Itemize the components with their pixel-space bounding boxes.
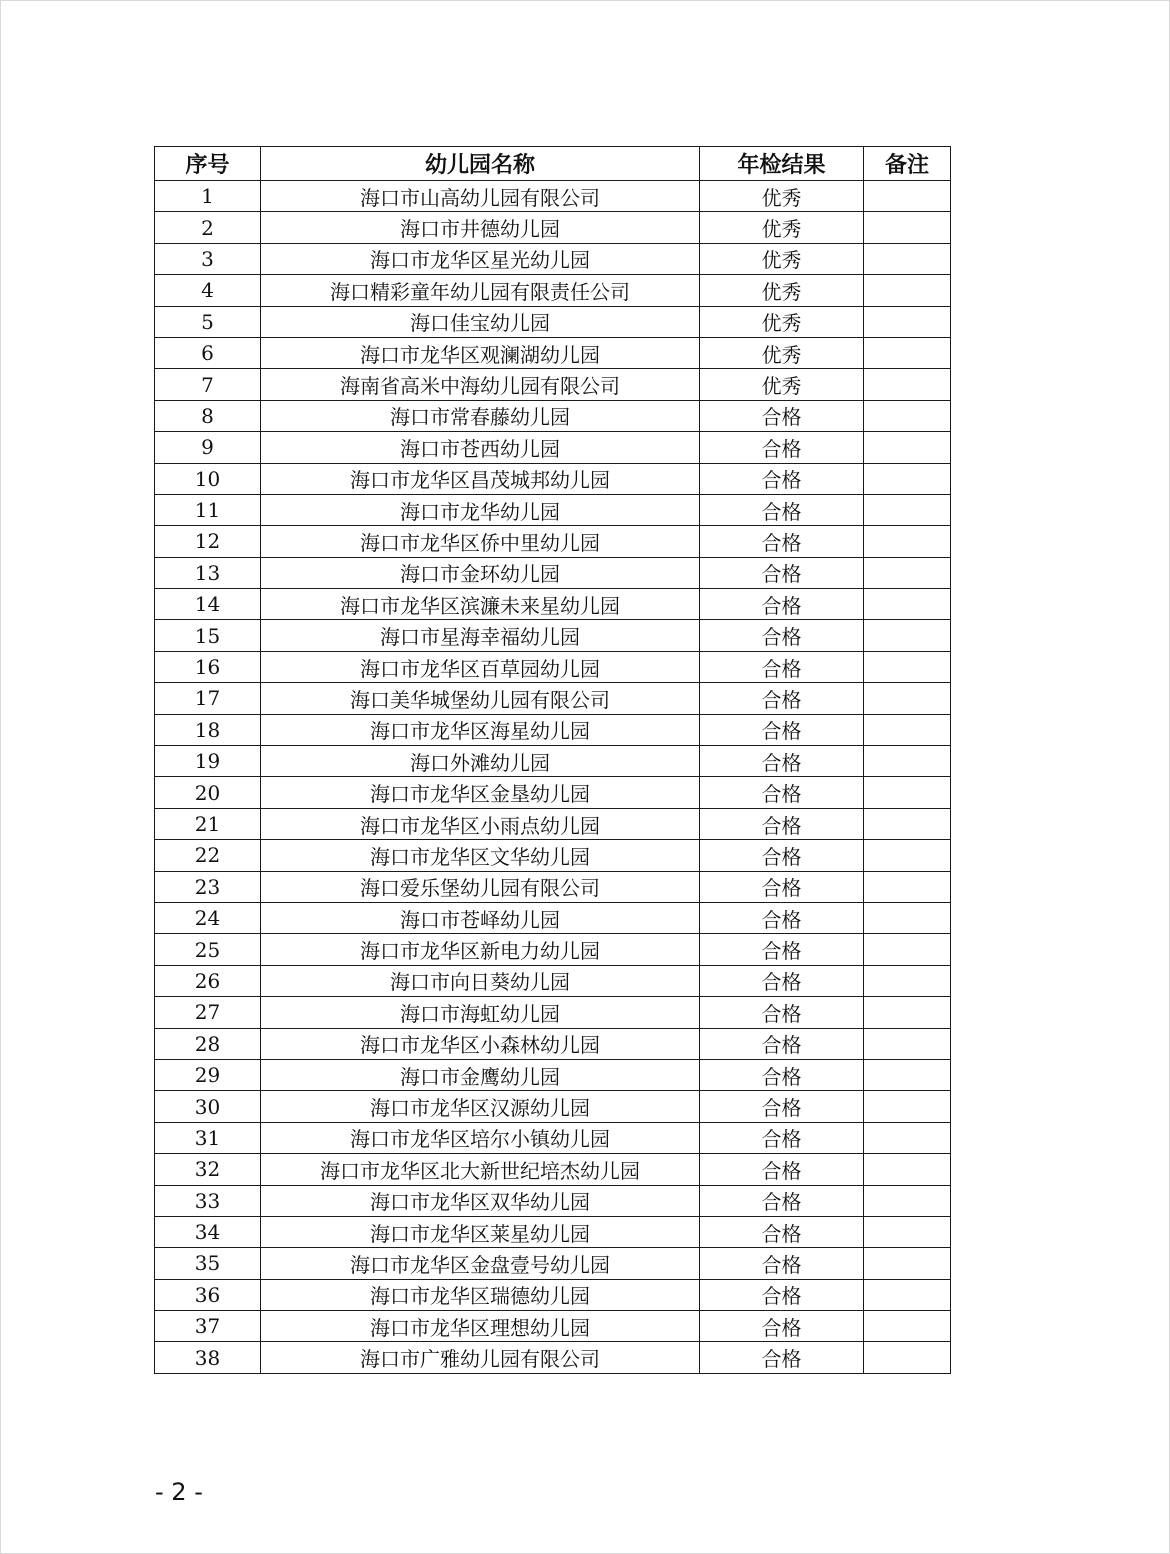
- cell-inspection-result: 合格: [700, 620, 864, 651]
- cell-kindergarten-name: 海口市金鹰幼儿园: [261, 1059, 700, 1090]
- cell-inspection-result: 合格: [700, 840, 864, 871]
- table-row: [155, 1185, 951, 1216]
- cell-serial-number: 26: [155, 965, 261, 996]
- cell-inspection-result: 优秀: [700, 306, 864, 337]
- cell-remarks: [864, 746, 951, 777]
- cell-inspection-result: 合格: [700, 494, 864, 525]
- cell-inspection-result: 合格: [700, 1059, 864, 1090]
- table-row: [155, 1091, 951, 1122]
- table-row: [155, 1028, 951, 1059]
- cell-remarks: [864, 1122, 951, 1153]
- cell-remarks: [864, 840, 951, 871]
- cell-remarks: [864, 1185, 951, 1216]
- cell-remarks: [864, 1028, 951, 1059]
- cell-kindergarten-name: 海口市龙华区新电力幼儿园: [261, 934, 700, 965]
- cell-serial-number: 31: [155, 1122, 261, 1153]
- cell-kindergarten-name: 海口市海虹幼儿园: [261, 997, 700, 1028]
- table-row: [155, 589, 951, 620]
- cell-inspection-result: 合格: [700, 1311, 864, 1342]
- cell-kindergarten-name: 海南省高米中海幼儿园有限公司: [261, 369, 700, 400]
- cell-kindergarten-name: 海口爱乐堡幼儿园有限公司: [261, 871, 700, 902]
- cell-kindergarten-name: 海口市龙华区汉源幼儿园: [261, 1091, 700, 1122]
- cell-remarks: [864, 526, 951, 557]
- cell-kindergarten-name: 海口市向日葵幼儿园: [261, 965, 700, 996]
- cell-inspection-result: 合格: [700, 1185, 864, 1216]
- cell-inspection-result: 合格: [700, 808, 864, 839]
- cell-remarks: [864, 243, 951, 274]
- cell-serial-number: 9: [155, 432, 261, 463]
- cell-inspection-result: 合格: [700, 997, 864, 1028]
- cell-remarks: [864, 337, 951, 368]
- cell-remarks: [864, 934, 951, 965]
- cell-serial-number: 29: [155, 1059, 261, 1090]
- cell-inspection-result: 合格: [700, 526, 864, 557]
- cell-inspection-result: 合格: [700, 1248, 864, 1279]
- cell-remarks: [864, 1091, 951, 1122]
- cell-inspection-result: 优秀: [700, 243, 864, 274]
- table-row: [155, 1122, 951, 1153]
- table-row: [155, 620, 951, 651]
- table-body: [155, 181, 951, 1374]
- table-row: [155, 777, 951, 808]
- table-row: [155, 1216, 951, 1247]
- page-number: - 2 -: [155, 1478, 203, 1506]
- table-row: [155, 1279, 951, 1310]
- cell-remarks: [864, 494, 951, 525]
- cell-serial-number: 35: [155, 1248, 261, 1279]
- table-row: [155, 651, 951, 682]
- cell-remarks: [864, 212, 951, 243]
- cell-serial-number: 18: [155, 714, 261, 745]
- cell-kindergarten-name: 海口市龙华区金盘壹号幼儿园: [261, 1248, 700, 1279]
- cell-kindergarten-name: 海口市龙华区百草园幼儿园: [261, 651, 700, 682]
- table-row: [155, 494, 951, 525]
- table-row: [155, 400, 951, 431]
- cell-inspection-result: 合格: [700, 934, 864, 965]
- cell-kindergarten-name: 海口市龙华区双华幼儿园: [261, 1185, 700, 1216]
- table-row: [155, 1059, 951, 1090]
- table-row: [155, 840, 951, 871]
- cell-inspection-result: 合格: [700, 871, 864, 902]
- cell-serial-number: 2: [155, 212, 261, 243]
- cell-kindergarten-name: 海口市龙华区小雨点幼儿园: [261, 808, 700, 839]
- cell-remarks: [864, 1248, 951, 1279]
- cell-inspection-result: 合格: [700, 1154, 864, 1185]
- cell-serial-number: 5: [155, 306, 261, 337]
- cell-inspection-result: 合格: [700, 432, 864, 463]
- table-row: [155, 1342, 951, 1373]
- cell-remarks: [864, 400, 951, 431]
- table-row: [155, 463, 951, 494]
- cell-inspection-result: 合格: [700, 683, 864, 714]
- cell-kindergarten-name: 海口市龙华区培尔小镇幼儿园: [261, 1122, 700, 1153]
- table-row: [155, 369, 951, 400]
- cell-serial-number: 27: [155, 997, 261, 1028]
- cell-remarks: [864, 275, 951, 306]
- cell-serial-number: 37: [155, 1311, 261, 1342]
- cell-kindergarten-name: 海口市龙华区昌茂城邦幼儿园: [261, 463, 700, 494]
- cell-serial-number: 8: [155, 400, 261, 431]
- cell-serial-number: 17: [155, 683, 261, 714]
- cell-serial-number: 38: [155, 1342, 261, 1373]
- cell-serial-number: 6: [155, 337, 261, 368]
- cell-inspection-result: 合格: [700, 1122, 864, 1153]
- cell-inspection-result: 合格: [700, 1091, 864, 1122]
- cell-inspection-result: 合格: [700, 1028, 864, 1059]
- cell-kindergarten-name: 海口市龙华区星光幼儿园: [261, 243, 700, 274]
- cell-serial-number: 7: [155, 369, 261, 400]
- cell-serial-number: 34: [155, 1216, 261, 1247]
- cell-remarks: [864, 432, 951, 463]
- cell-kindergarten-name: 海口市广雅幼儿园有限公司: [261, 1342, 700, 1373]
- cell-inspection-result: 优秀: [700, 337, 864, 368]
- cell-kindergarten-name: 海口市龙华区文华幼儿园: [261, 840, 700, 871]
- cell-remarks: [864, 1342, 951, 1373]
- cell-kindergarten-name: 海口精彩童年幼儿园有限责任公司: [261, 275, 700, 306]
- table-row: [155, 871, 951, 902]
- cell-remarks: [864, 902, 951, 933]
- cell-remarks: [864, 871, 951, 902]
- cell-kindergarten-name: 海口市常春藤幼儿园: [261, 400, 700, 431]
- table-row: [155, 997, 951, 1028]
- cell-kindergarten-name: 海口市龙华区瑞德幼儿园: [261, 1279, 700, 1310]
- table-row: [155, 714, 951, 745]
- cell-inspection-result: 合格: [700, 651, 864, 682]
- cell-serial-number: 11: [155, 494, 261, 525]
- cell-inspection-result: 合格: [700, 589, 864, 620]
- cell-remarks: [864, 1059, 951, 1090]
- cell-inspection-result: 优秀: [700, 212, 864, 243]
- cell-kindergarten-name: 海口市金环幼儿园: [261, 557, 700, 588]
- cell-kindergarten-name: 海口市龙华区海星幼儿园: [261, 714, 700, 745]
- cell-serial-number: 4: [155, 275, 261, 306]
- cell-serial-number: 32: [155, 1154, 261, 1185]
- cell-serial-number: 28: [155, 1028, 261, 1059]
- table-row: [155, 306, 951, 337]
- cell-remarks: [864, 589, 951, 620]
- cell-inspection-result: 优秀: [700, 275, 864, 306]
- cell-serial-number: 14: [155, 589, 261, 620]
- cell-inspection-result: 优秀: [700, 369, 864, 400]
- table-row: [155, 275, 951, 306]
- cell-serial-number: 3: [155, 243, 261, 274]
- cell-serial-number: 20: [155, 777, 261, 808]
- cell-remarks: [864, 777, 951, 808]
- table-row: [155, 1154, 951, 1185]
- cell-remarks: [864, 463, 951, 494]
- cell-kindergarten-name: 海口市龙华区北大新世纪培杰幼儿园: [261, 1154, 700, 1185]
- table-row: [155, 934, 951, 965]
- cell-inspection-result: 合格: [700, 1342, 864, 1373]
- table-row: [155, 965, 951, 996]
- cell-inspection-result: 合格: [700, 1279, 864, 1310]
- cell-serial-number: 22: [155, 840, 261, 871]
- cell-remarks: [864, 1311, 951, 1342]
- cell-serial-number: 36: [155, 1279, 261, 1310]
- table-row: [155, 557, 951, 588]
- cell-inspection-result: 优秀: [700, 181, 864, 212]
- table-row: [155, 243, 951, 274]
- cell-serial-number: 24: [155, 902, 261, 933]
- cell-serial-number: 21: [155, 808, 261, 839]
- header-remarks: 备注: [864, 147, 951, 181]
- table-row: [155, 1248, 951, 1279]
- cell-remarks: [864, 714, 951, 745]
- cell-inspection-result: 合格: [700, 777, 864, 808]
- cell-inspection-result: 合格: [700, 714, 864, 745]
- cell-inspection-result: 合格: [700, 1216, 864, 1247]
- cell-kindergarten-name: 海口外滩幼儿园: [261, 746, 700, 777]
- table-row: [155, 526, 951, 557]
- cell-remarks: [864, 557, 951, 588]
- cell-remarks: [864, 369, 951, 400]
- header-kindergarten-name: 幼儿园名称: [261, 147, 700, 181]
- cell-remarks: [864, 181, 951, 212]
- cell-kindergarten-name: 海口市星海幸福幼儿园: [261, 620, 700, 651]
- cell-kindergarten-name: 海口美华城堡幼儿园有限公司: [261, 683, 700, 714]
- table-row: [155, 683, 951, 714]
- table-row: [155, 808, 951, 839]
- cell-inspection-result: 合格: [700, 400, 864, 431]
- table-row: [155, 1311, 951, 1342]
- cell-serial-number: 1: [155, 181, 261, 212]
- cell-remarks: [864, 808, 951, 839]
- cell-serial-number: 13: [155, 557, 261, 588]
- cell-kindergarten-name: 海口市苍西幼儿园: [261, 432, 700, 463]
- cell-kindergarten-name: 海口市龙华区小森林幼儿园: [261, 1028, 700, 1059]
- table-header-row: [155, 147, 951, 181]
- cell-inspection-result: 合格: [700, 965, 864, 996]
- cell-kindergarten-name: 海口市龙华区观澜湖幼儿园: [261, 337, 700, 368]
- cell-remarks: [864, 651, 951, 682]
- cell-inspection-result: 合格: [700, 746, 864, 777]
- cell-kindergarten-name: 海口市井德幼儿园: [261, 212, 700, 243]
- cell-serial-number: 33: [155, 1185, 261, 1216]
- cell-serial-number: 10: [155, 463, 261, 494]
- cell-inspection-result: 合格: [700, 902, 864, 933]
- cell-kindergarten-name: 海口市龙华区理想幼儿园: [261, 1311, 700, 1342]
- cell-remarks: [864, 1154, 951, 1185]
- cell-kindergarten-name: 海口市龙华区滨濂未来星幼儿园: [261, 589, 700, 620]
- cell-remarks: [864, 306, 951, 337]
- cell-serial-number: 19: [155, 746, 261, 777]
- cell-kindergarten-name: 海口市龙华区金垦幼儿园: [261, 777, 700, 808]
- cell-remarks: [864, 683, 951, 714]
- header-inspection-result: 年检结果: [700, 147, 864, 181]
- table-row: [155, 212, 951, 243]
- cell-serial-number: 15: [155, 620, 261, 651]
- cell-remarks: [864, 1279, 951, 1310]
- cell-remarks: [864, 965, 951, 996]
- header-serial-number: 序号: [155, 147, 261, 181]
- table-row: [155, 902, 951, 933]
- kindergarten-inspection-table: [154, 146, 951, 1374]
- cell-serial-number: 12: [155, 526, 261, 557]
- cell-kindergarten-name: 海口市龙华区侨中里幼儿园: [261, 526, 700, 557]
- table-row: [155, 181, 951, 212]
- cell-serial-number: 16: [155, 651, 261, 682]
- cell-kindergarten-name: 海口市山高幼儿园有限公司: [261, 181, 700, 212]
- cell-remarks: [864, 620, 951, 651]
- cell-remarks: [864, 997, 951, 1028]
- cell-inspection-result: 合格: [700, 463, 864, 494]
- table-row: [155, 337, 951, 368]
- cell-kindergarten-name: 海口市龙华区莱星幼儿园: [261, 1216, 700, 1247]
- cell-kindergarten-name: 海口佳宝幼儿园: [261, 306, 700, 337]
- table-row: [155, 746, 951, 777]
- cell-serial-number: 23: [155, 871, 261, 902]
- cell-kindergarten-name: 海口市苍峄幼儿园: [261, 902, 700, 933]
- cell-kindergarten-name: 海口市龙华幼儿园: [261, 494, 700, 525]
- table-row: [155, 432, 951, 463]
- cell-remarks: [864, 1216, 951, 1247]
- cell-serial-number: 30: [155, 1091, 261, 1122]
- cell-inspection-result: 合格: [700, 557, 864, 588]
- cell-serial-number: 25: [155, 934, 261, 965]
